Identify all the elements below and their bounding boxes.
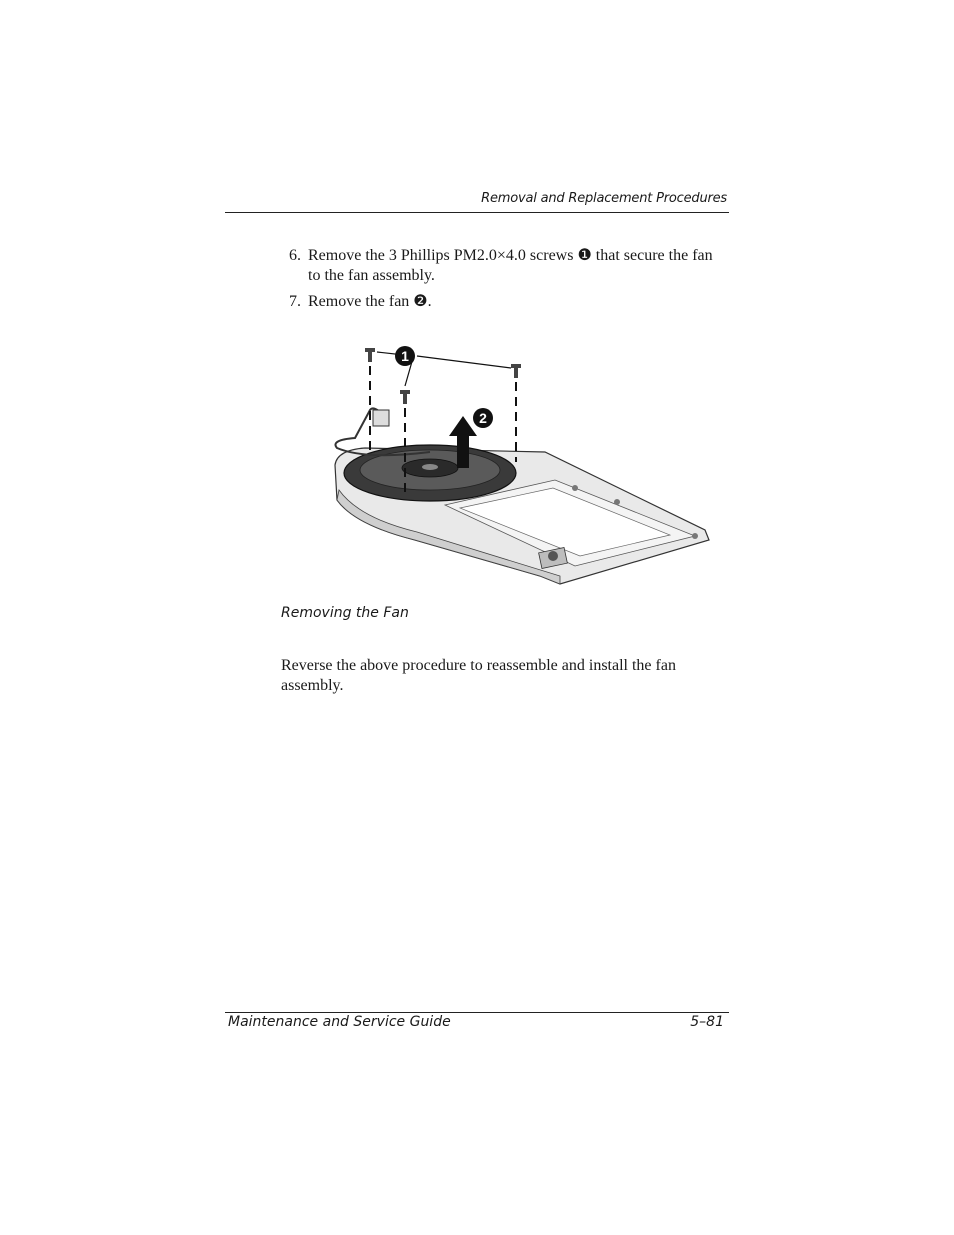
step-text: Remove the 3 Phillips PM2.0×4.0 screws ❶ that secure the fan to the fan assembly.: [308, 247, 713, 284]
callout-leader: [417, 356, 511, 368]
cable-connector: [373, 410, 389, 426]
screw-icon: [511, 364, 521, 378]
reassembly-note: Reverse the above procedure to reassemble and install the fan assembly.: [281, 657, 676, 694]
procedure-steps: [289, 246, 729, 318]
fan-rotor: [344, 445, 516, 501]
figure-caption: Removing the Fan: [281, 605, 409, 621]
callout-2: [473, 408, 493, 428]
footer-rule: [225, 1012, 729, 1013]
callout-2-label: 2: [479, 410, 487, 426]
running-header: Removal and Replacement Procedures: [481, 191, 727, 206]
step-number: 6.: [289, 247, 301, 264]
footer-guide-title: Maintenance and Service Guide: [228, 1014, 451, 1030]
step-6: [289, 246, 729, 286]
header-rule: [225, 212, 729, 213]
fan-removal-illustration: [325, 340, 715, 588]
step-text: Remove the fan ❷.: [308, 293, 432, 310]
page-number: 5–81: [690, 1014, 724, 1030]
step-number: 7.: [289, 293, 301, 310]
callout-1: [395, 346, 415, 366]
screw-icon: [400, 390, 410, 404]
callout-1-label: 1: [401, 348, 409, 364]
step-7: [289, 292, 729, 312]
screw-icon: [365, 348, 375, 362]
